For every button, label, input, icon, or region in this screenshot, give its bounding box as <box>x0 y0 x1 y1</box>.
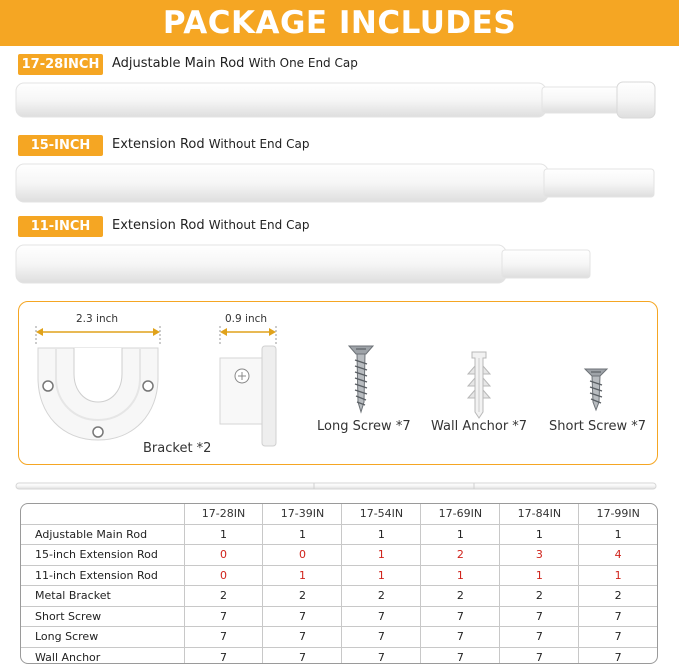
table-row-label: Metal Bracket <box>21 586 184 607</box>
table-row <box>21 586 657 607</box>
table-cell: 7 <box>263 627 342 648</box>
wall-anchor-label: Wall Anchor *7 <box>431 419 528 434</box>
table-cell: 7 <box>263 606 342 627</box>
table-row-label: 15-inch Extension Rod <box>21 545 184 566</box>
short-screw-label: Short Screw *7 <box>549 419 647 434</box>
table-header-17-84: 17-84IN <box>500 504 579 524</box>
table-cell: 1 <box>184 524 263 545</box>
table-cell: 1 <box>342 524 421 545</box>
extension-15-detail: Without End Cap <box>208 137 310 151</box>
table-row-label: Short Screw <box>21 606 184 627</box>
table-cell: 0 <box>263 545 342 566</box>
table-row-label: Long Screw <box>21 627 184 648</box>
table-row <box>21 524 657 545</box>
table-cell: 7 <box>421 647 500 664</box>
table-cell: 2 <box>421 586 500 607</box>
short-screw-icon <box>583 366 609 412</box>
table-row <box>21 565 657 586</box>
wall-anchor-icon <box>464 350 494 420</box>
bracket-front-icon <box>34 344 162 444</box>
table-cell: 1 <box>342 545 421 566</box>
table-cell: 1 <box>263 565 342 586</box>
size-tag-main-rod: 17-28INCH <box>18 54 103 75</box>
bracket-label: Bracket *2 <box>143 441 212 456</box>
table-header-17-99: 17-99IN <box>579 504 657 524</box>
size-tag-11-inch: 11-INCH <box>18 216 103 237</box>
bracket-depth-label: 0.9 inch <box>225 313 268 325</box>
table-cell: 1 <box>342 565 421 586</box>
extension-15-rod-image <box>14 162 659 204</box>
table-cell: 2 <box>342 586 421 607</box>
main-rod-name: Adjustable Main Rod <box>112 56 245 71</box>
table-cell: 2 <box>184 586 263 607</box>
bracket-side-icon <box>216 342 280 448</box>
table-header-17-39: 17-39IN <box>263 504 342 524</box>
table-cell: 7 <box>579 647 657 664</box>
table-header-17-54: 17-54IN <box>342 504 421 524</box>
table-cell: 1 <box>500 565 579 586</box>
table-row <box>21 627 657 648</box>
extension-15-description <box>112 137 309 152</box>
table-cell: 7 <box>184 647 263 664</box>
configuration-table <box>20 503 658 664</box>
configuration-table-grid <box>21 504 657 664</box>
table-row <box>21 545 657 566</box>
table-cell: 1 <box>579 524 657 545</box>
table-cell: 3 <box>500 545 579 566</box>
extension-11-rod-image <box>14 243 594 285</box>
table-cell: 7 <box>421 627 500 648</box>
table-cell: 7 <box>342 606 421 627</box>
table-cell: 7 <box>184 606 263 627</box>
table-cell: 7 <box>342 627 421 648</box>
extension-11-description <box>112 218 309 233</box>
table-cell: 1 <box>421 565 500 586</box>
main-rod-description <box>112 56 358 71</box>
main-rod-detail: With One End Cap <box>248 56 358 70</box>
table-cell: 7 <box>500 606 579 627</box>
table-cell: 1 <box>263 524 342 545</box>
table-cell: 7 <box>263 647 342 664</box>
extension-11-detail: Without End Cap <box>208 218 310 232</box>
table-header-empty <box>21 504 184 524</box>
table-header-17-28: 17-28IN <box>184 504 263 524</box>
table-cell: 7 <box>342 647 421 664</box>
table-row-label: Wall Anchor <box>21 647 184 664</box>
long-screw-label: Long Screw *7 <box>317 419 411 434</box>
table-row-label: Adjustable Main Rod <box>21 524 184 545</box>
table-cell: 0 <box>184 545 263 566</box>
table-cell: 0 <box>184 565 263 586</box>
table-header-17-69: 17-69IN <box>421 504 500 524</box>
table-cell: 7 <box>500 647 579 664</box>
header-banner <box>0 0 679 46</box>
table-cell: 2 <box>500 586 579 607</box>
table-row <box>21 606 657 627</box>
size-tag-15-inch: 15-INCH <box>18 135 103 156</box>
long-screw-icon <box>346 342 376 414</box>
main-rod-image <box>14 80 659 120</box>
table-cell: 2 <box>421 545 500 566</box>
table-cell: 1 <box>500 524 579 545</box>
table-cell: 7 <box>579 627 657 648</box>
extension-11-name: Extension Rod <box>112 218 205 233</box>
table-cell: 2 <box>579 586 657 607</box>
table-header-row <box>21 504 657 524</box>
table-cell: 1 <box>579 565 657 586</box>
table-cell: 7 <box>421 606 500 627</box>
page-title: PACKAGE INCLUDES <box>162 5 517 41</box>
table-cell: 2 <box>263 586 342 607</box>
table-row <box>21 647 657 664</box>
table-cell: 7 <box>579 606 657 627</box>
table-cell: 1 <box>421 524 500 545</box>
bracket-width-dimension <box>34 322 162 346</box>
table-row-label: 11-inch Extension Rod <box>21 565 184 586</box>
table-cell: 4 <box>579 545 657 566</box>
table-cell: 7 <box>184 627 263 648</box>
bracket-width-label: 2.3 inch <box>76 313 119 325</box>
assembled-rod-image <box>14 480 659 492</box>
extension-15-name: Extension Rod <box>112 137 205 152</box>
table-cell: 7 <box>500 627 579 648</box>
